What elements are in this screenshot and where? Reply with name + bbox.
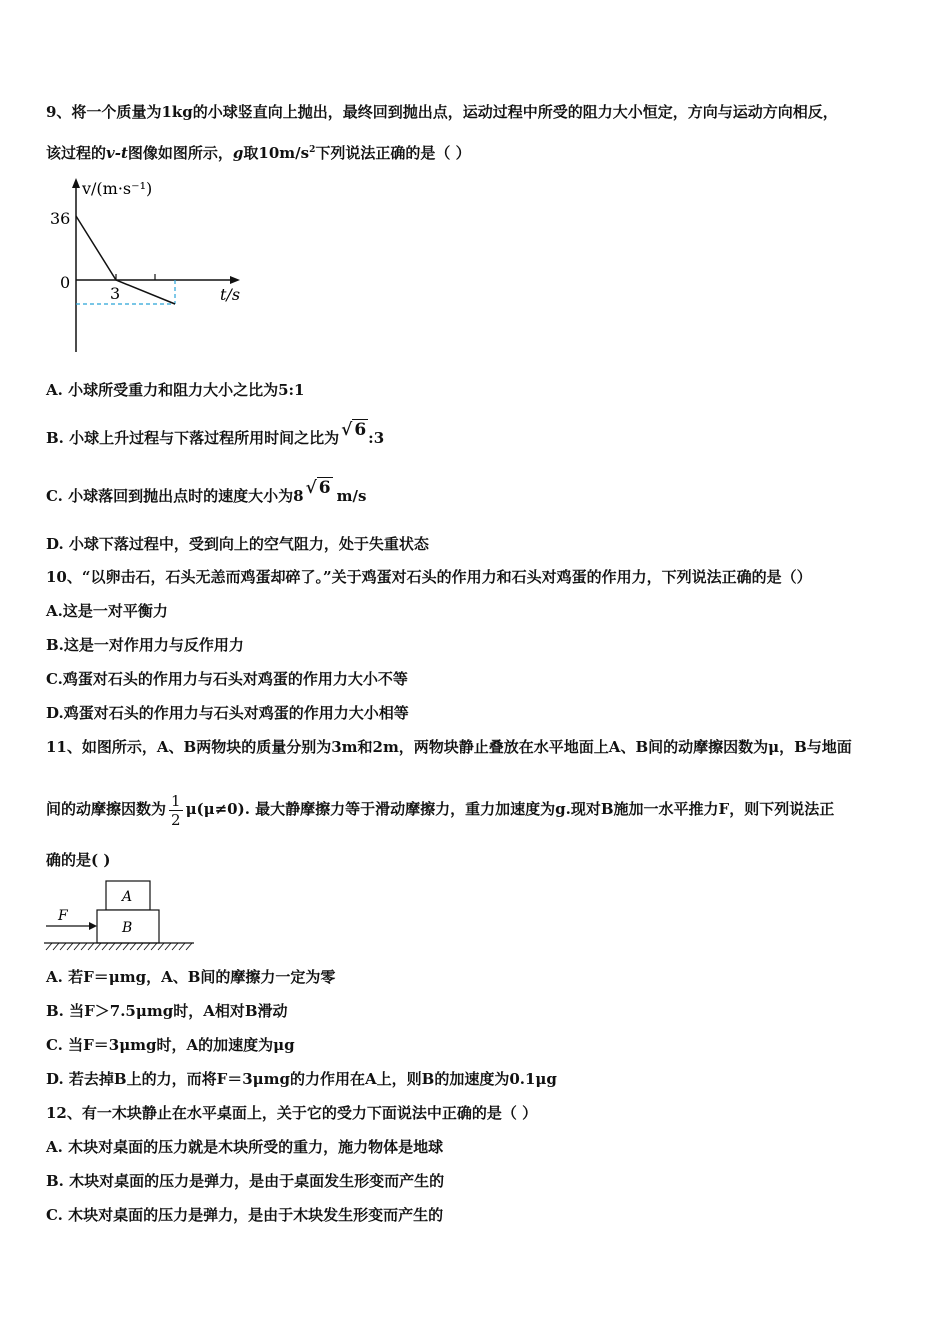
- fraction-one-half: [169, 792, 183, 829]
- q11-option-a: [46, 967, 335, 987]
- q11-stem-text: 11、如图所示，A、B两物块的质量分别为3m和2m，两物块静止叠放在水平地面上A、B间的动摩擦因数为μ，B与地面: [46, 738, 852, 756]
- q10-option-a: [46, 601, 168, 621]
- q9-vt-symbol: v-t: [106, 144, 128, 162]
- q10-option-d-text: D.鸡蛋对石头的作用力与石头对鸡蛋的作用力大小相等: [46, 704, 409, 722]
- q11-stem-line3: [46, 850, 110, 870]
- q9-option-b-text: B. 小球上升过程与下落过程所用时间之比为: [46, 429, 340, 447]
- fraction-denominator: 2: [171, 810, 181, 829]
- q9-option-a: [46, 380, 305, 400]
- q9-stem-part: 下列说法正确的是（ ）: [315, 144, 471, 162]
- q11-stem-text: 确的是( ): [46, 851, 111, 869]
- q9-option-b-tail: :3: [368, 429, 385, 447]
- q10-option-c: [46, 669, 408, 689]
- q10-option-a-text: A.这是一对平衡力: [46, 602, 168, 620]
- q11-option-b-text: B. 当F＞7.5μmg时，A相对B滑动: [46, 1002, 288, 1020]
- q9-option-a-text: A. 小球所受重力和阻力大小之比为5:1: [46, 381, 305, 399]
- q9-option-b: [46, 420, 385, 448]
- velocity-line: [76, 216, 175, 304]
- q9-option-d-text: D. 小球下落过程中，受到向上的空气阻力，处于失重状态: [46, 535, 429, 553]
- ground-hatching: [46, 943, 192, 950]
- q11-option-a-text: A. 若F＝μmg，A、B间的摩擦力一定为零: [46, 968, 336, 986]
- v-axis-arrow-icon: [72, 178, 80, 188]
- force-label: F: [58, 908, 68, 924]
- q11-option-d: [46, 1069, 557, 1089]
- sqrt-symbol: √ 6: [341, 420, 367, 440]
- q11-option-b: [46, 1001, 288, 1021]
- q11-stem-line2: [46, 790, 834, 829]
- q9-stem-part: 取10m/s: [243, 144, 310, 162]
- q9-option-c-text: C. 小球落回到抛出点时的速度大小为8: [46, 487, 304, 505]
- q11-stem-part: μ(μ≠0). 最大静摩擦力等于滑动摩擦力，重力加速度为g.现对B施加一水平推力F，则下列说法正: [185, 800, 835, 818]
- q9-stem-line2: [46, 140, 471, 163]
- q12-stem-text: 12、有一木块静止在水平桌面上，关于它的受力下面说法中正确的是（ ）: [46, 1104, 538, 1122]
- q10-option-c-text: C.鸡蛋对石头的作用力与石头对鸡蛋的作用力大小不等: [46, 670, 408, 688]
- tick-label-36: 36: [50, 209, 71, 228]
- sqrt-radicand: 6: [354, 420, 367, 440]
- q9-option-c-tail: m/s: [336, 487, 367, 505]
- q11-blocks-figure: [44, 876, 199, 954]
- tick-label-3: 3: [110, 284, 121, 303]
- q12-option-b: [46, 1171, 444, 1191]
- block-a-label: A: [122, 889, 133, 905]
- q10-option-d: [46, 703, 409, 723]
- q9-superscript: 2: [309, 145, 316, 155]
- q12-option-a: [46, 1137, 443, 1157]
- force-arrow-icon: [89, 922, 97, 930]
- q10-option-b: [46, 635, 244, 655]
- q9-stem-part: 图像如图所示，: [127, 144, 233, 162]
- q12-option-c: [46, 1205, 443, 1225]
- v-axis-label: v/(m·s⁻¹): [82, 179, 153, 198]
- q9-g-symbol: g: [232, 144, 244, 162]
- t-axis-arrow-icon: [230, 276, 240, 284]
- block-b-label: B: [122, 920, 133, 936]
- q11-stem-part: 间的动摩擦因数为: [46, 800, 167, 818]
- q12-option-c-text: C. 木块对桌面的压力是弹力，是由于木块发生形变而产生的: [46, 1206, 444, 1224]
- q12-option-b-text: B. 木块对桌面的压力是弹力，是由于桌面发生形变而产生的: [46, 1172, 445, 1190]
- q12-stem: [46, 1103, 537, 1123]
- q11-option-c-text: C. 当F＝3μmg时，A的加速度为μg: [46, 1036, 295, 1054]
- q11-option-d-text: D. 若去掉B上的力，而将F＝3μmg的力作用在A上，则B的加速度为0.1μg: [46, 1070, 557, 1088]
- q9-option-d: [46, 534, 429, 554]
- sqrt-symbol: √ 6: [305, 478, 331, 498]
- q9-stem-line1: [46, 102, 838, 122]
- q10-option-b-text: B.这是一对作用力与反作用力: [46, 636, 244, 654]
- tick-label-0: 0: [60, 273, 71, 292]
- q11-stem-line1: [46, 737, 852, 757]
- q10-stem: [46, 567, 812, 587]
- q12-option-a-text: A. 木块对桌面的压力就是木块所受的重力，施力物体是地球: [46, 1138, 444, 1156]
- q9-stem-text: 9、将一个质量为1kg的小球竖直向上抛出，最终回到抛出点，运动过程中所受的阻力大小恒定，方向与运动方向相反，: [46, 103, 838, 121]
- fraction-numerator: 1: [171, 791, 181, 810]
- q9-stem-part: 该过程的: [46, 144, 107, 162]
- sqrt-radicand: 6: [318, 478, 331, 498]
- q9-vt-graph: [44, 172, 254, 357]
- q11-option-c: [46, 1035, 295, 1055]
- t-axis-label: t/s: [220, 285, 241, 304]
- q9-option-c: [46, 478, 367, 506]
- q10-stem-text: 10、“以卵击石，石头无恙而鸡蛋却碎了。”关于鸡蛋对石头的作用力和石头对鸡蛋的作用力，下列说法正确的是（）: [46, 568, 812, 586]
